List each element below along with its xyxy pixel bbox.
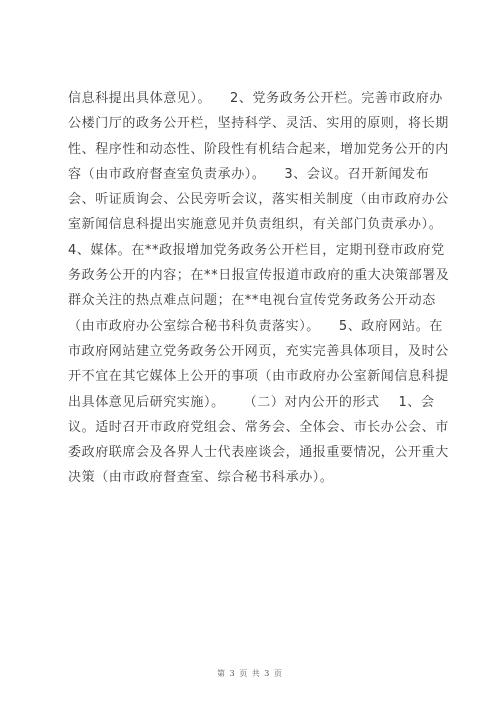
text-line: 出具体意见后研究实施）。 （二）对内公开的形式 1、会 [68,394,435,410]
text-line: 务政务公开的内容；在**日报宣传报道市政府的重大决策部署及 [68,268,450,284]
text-line: 会、听证质询会、公民旁听会议，落实相关制度（由市政府办公 [68,192,449,208]
text-line: （由市政府办公室综合秘书科负责落实）。 5、政府网站。在 [68,318,443,334]
text-line: 议。适时召开市政府党组会、常务会、全体会、市长办公会、市 [68,419,449,435]
text-line: 开不宜在其它媒体上公开的事项（由市政府办公室新闻信息科提 [68,369,449,385]
text-line: 委政府联席会及各界人士代表座谈会，通报重要情况，公开重大 [68,445,449,461]
body-text [68,86,448,491]
page-number-footer: 第 3 页 共 3 页 [217,669,283,678]
text-line: 市政府网站建立党务政务公开网页，充实完善具体项目，及时公 [68,343,449,359]
text-line: 室新闻信息科提出实施意见并负责组织，有关部门负责承办）。 [68,217,443,233]
text-line: 性、程序性和动态性、阶段性有机结合起来，增加党务公开的内 [68,141,449,157]
text-line: 群众关注的热点难点问题；在**电视台宣传党务政务公开动态 [68,293,436,309]
text-line: 信息科提出具体意见）。 2、党务政务公开栏。完善市政府办 [68,91,443,106]
text-line: 公楼门厅的政务公开栏，坚持科学、灵活、实用的原则，将长期 [68,116,449,132]
text-line: 4、媒体。在**政报增加党务政务公开栏目，定期刊登市政府党 [68,242,445,258]
text-line: 决策（由市政府督查室、综合秘书科承办）。 [68,470,334,486]
text-line: 容（由市政府督查室负责承办）。 3、会议。召开新闻发布 [68,166,430,182]
